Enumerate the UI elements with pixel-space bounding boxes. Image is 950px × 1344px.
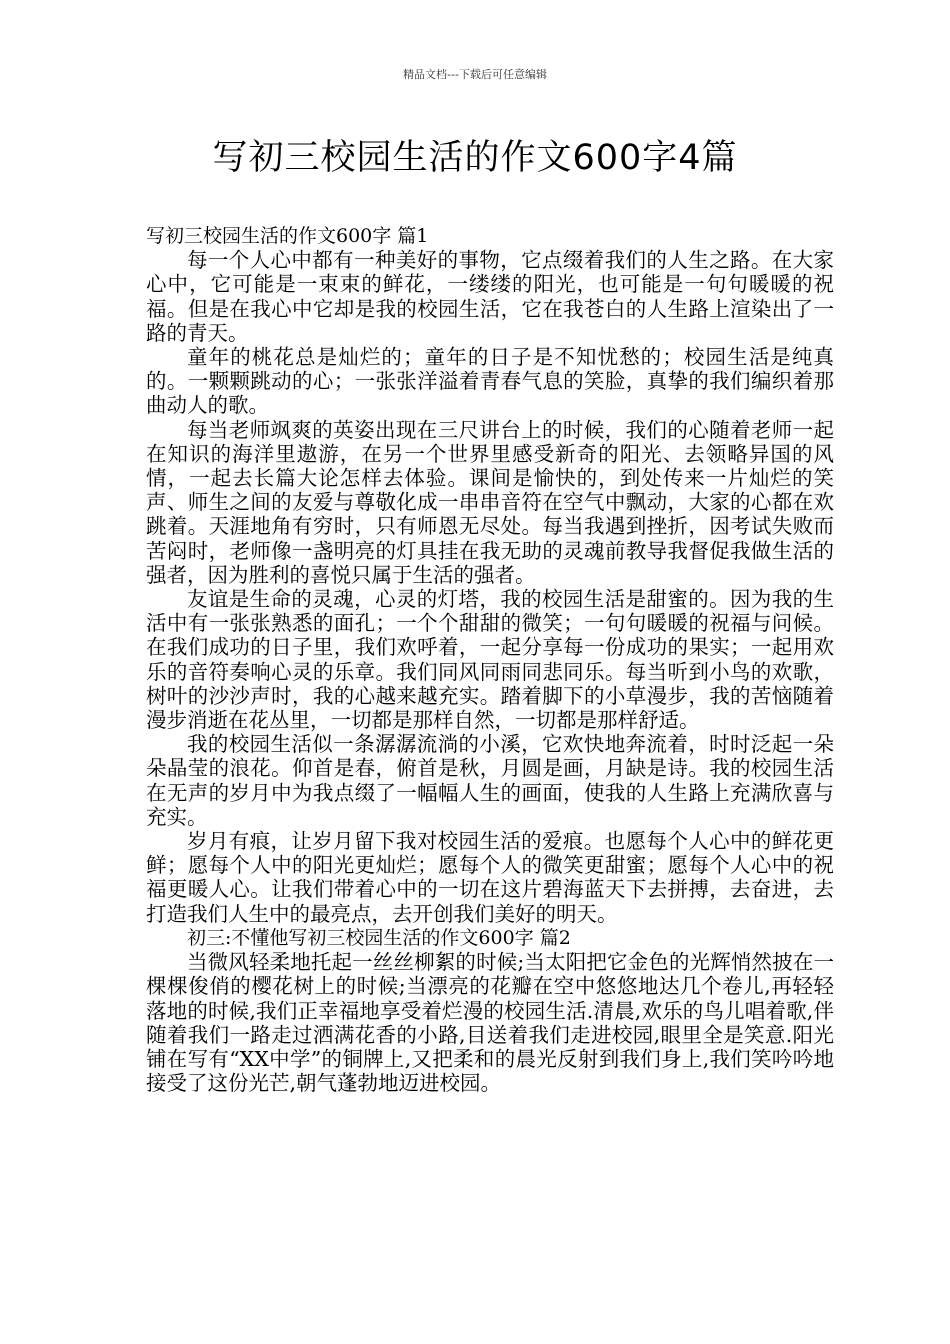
paragraph: 友谊是生命的灵魂，心灵的灯塔，我的校园生活是甜蜜的。因为我的生活中有一张张熟悉的面孔；一个个甜甜的微笑；一句句暖暖的祝福与问候。在我们成功的日子里，我们欢呼着，一起分享每一份成功的果实；一起用欢乐的音符奏响心灵的乐章。我们同风同雨同悲同乐。每当听到小鸟的欢歌，树叶的沙沙声时，我的心越来越充实。踏着脚下的小草漫步，我的苦恼随着漫步消逝在花丛里，一切都是那样自然，一切都是那样舒适。 [146, 587, 834, 733]
section-heading-2: 初三:不懂他写初三校园生活的作文600字 篇2 [187, 926, 571, 949]
paragraph: 我的校园生活似一条潺潺流淌的小溪，它欢快地奔流着，时时泛起一朵朵晶莹的浪花。仰首是春，俯首是秋，月圆是画，月缺是诗。我的校园生活在无声的岁月中为我点缀了一幅幅人生的画面，使我的人生路上充满欣喜与充实。 [146, 732, 834, 829]
document-body [146, 224, 834, 1095]
paragraph: 每当老师飒爽的英姿出现在三尺讲台上的时候，我们的心随着老师一起在知识的海洋里遨游，在另一个世界里感受新奇的阳光、去领略异国的风情，一起去长篇大论怎样去体验。课间是愉快的，到处传来一片灿烂的笑声、师生之间的友爱与尊敬化成一串串音符在空气中飘动，大家的心都在欢跳着。天涯地角有穷时，只有师恩无尽处。每当我遇到挫折，因考试失败而苦闷时，老师像一盏明亮的灯具挂在我无助的灵魂前教导我督促我做生活的强者，因为胜利的喜悦只属于生活的强者。 [146, 417, 834, 587]
section-heading-1: 写初三校园生活的作文600字 篇1 [146, 225, 429, 247]
paragraph: 岁月有痕，让岁月留下我对校园生活的爱痕。也愿每个人心中的鲜花更鲜；愿每个人中的阳光更灿烂；愿每个人的微笑更甜蜜；愿每个人心中的祝福更暖人心。让我们带着心中的一切在这片碧海蓝天下去拼搏，去奋进，去打造我们人生中的最亮点，去开创我们美好的明天。 [146, 829, 834, 926]
header-note: 精品文档---下载后可任意编辑 [403, 68, 547, 81]
paragraph: 每一个人心中都有一种美好的事物，它点缀着我们的人生之路。在大家心中，它可能是一束束的鲜花，一缕缕的阳光，也可能是一句句暖暖的祝福。但是在我心中它却是我的校园生活，它在我苍白的人生路上渲染出了一路的青天。 [146, 248, 834, 345]
document-title: 写初三校园生活的作文600字4篇 [212, 138, 738, 178]
paragraph: 当微风轻柔地托起一丝丝柳絮的时候;当太阳把它金色的光辉悄然披在一棵棵俊俏的樱花树上的时候;当漂亮的花瓣在空中悠悠地达几个卷儿,再轻轻落地的时候,我们正幸福地享受着烂漫的校园生活.清晨,欢乐的鸟儿唱着歌,伴随着我们一路走过洒满花香的小路,目送着我们走进校园,眼里全是笑意.阳光铺在写有“XX中学”的铜牌上,又把柔和的晨光反射到我们身上,我们笑吟吟地接受了这份光芒,朝气蓬勃地迈进校园。 [146, 950, 834, 1096]
paragraph: 童年的桃花总是灿烂的；童年的日子是不知忧愁的；校园生活是纯真的。一颗颗跳动的心；一张张洋溢着青春气息的笑脸，真挚的我们编织着那曲动人的歌。 [146, 345, 834, 418]
